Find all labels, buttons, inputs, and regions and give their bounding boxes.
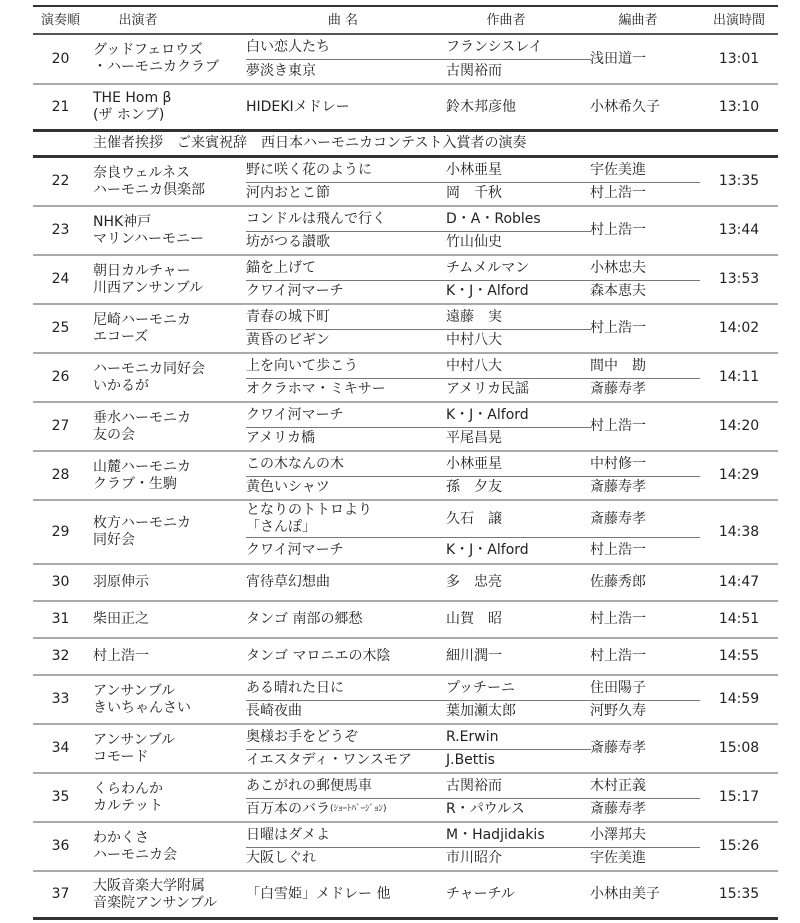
performer-line: 村上浩一 xyxy=(93,648,149,664)
arranger-name: 宇佐美進 xyxy=(590,161,646,178)
composer-name: J.Bettis xyxy=(446,752,495,768)
arranger-name: 斎藤寿孝 xyxy=(590,740,646,756)
song-title xyxy=(246,354,440,378)
composer-name: 市川昭介 xyxy=(446,850,502,866)
header-performer: 出演者 xyxy=(118,12,158,28)
song-title-text: タンゴ 南部の郷愁 xyxy=(246,611,363,627)
song-title xyxy=(246,35,440,59)
performer-line: アンサンブル xyxy=(93,731,176,748)
song-title xyxy=(246,59,440,83)
performer-line: ・ハーモニカクラブ xyxy=(93,59,219,75)
arranger-name: 村上浩一 xyxy=(590,222,646,238)
composer-name: R.Erwin xyxy=(446,728,499,745)
song-title-text: イエスタディ・ワンスモア xyxy=(246,752,412,768)
performer-line: THE Hom β xyxy=(93,90,172,106)
performer-line: グッドフェロウズ xyxy=(93,42,203,58)
arranger-name: 木村正義 xyxy=(590,777,646,794)
performer-line: くらわんか xyxy=(93,780,163,797)
composer-name: R・パウルス xyxy=(446,801,525,817)
table-row xyxy=(33,823,778,872)
performer-line: 柴田正之 xyxy=(93,611,149,627)
performer-line: 朝日カルチャー xyxy=(93,262,191,279)
performer-line: 羽原伸示 xyxy=(93,574,149,590)
arranger-name: 住田陽子 xyxy=(590,679,646,696)
ceremony-text: 主催者挨拶 ご来賓祝辞 西日本ハーモニカコンテスト入賞者の演奏 xyxy=(93,135,527,151)
song-title xyxy=(246,231,440,254)
song-title-text: オクラホマ・ミキサー xyxy=(246,381,386,397)
performer-line: 川西アンサンブル xyxy=(93,279,204,296)
song-title xyxy=(246,280,440,303)
order-number: 34 xyxy=(51,740,70,756)
performer-name xyxy=(93,676,243,723)
order-number: 27 xyxy=(51,418,70,434)
song-title-text: 坊がつる讃歌 xyxy=(246,234,330,250)
composer-name: K・J・Alford xyxy=(446,283,529,299)
song-title xyxy=(246,207,440,231)
song-title-text: 青春の城下町 xyxy=(246,308,330,325)
arranger-name: 河野久寿 xyxy=(590,703,646,719)
song-title xyxy=(246,565,440,600)
order-number: 22 xyxy=(51,173,70,189)
arranger-name: 小澤邦夫 xyxy=(590,826,646,843)
song-title xyxy=(246,427,440,450)
song-title-text: クワイ河マーチ xyxy=(246,541,344,558)
order-number: 29 xyxy=(51,523,70,540)
song-title-text: コンドルは飛んで行く xyxy=(246,210,386,227)
song-title xyxy=(246,329,440,352)
order-number: 25 xyxy=(51,320,70,336)
song-title-text: 白い恋人たち xyxy=(246,38,330,55)
composer-name: 平尾昌晃 xyxy=(446,430,502,446)
header-time: 出演時間 xyxy=(712,12,765,28)
table-row xyxy=(33,872,778,920)
composer-name: K・J・Alford xyxy=(446,541,529,558)
order-number: 31 xyxy=(51,611,70,627)
performer-line: 枚方ハーモニカ xyxy=(93,515,191,531)
performer-line: 垂水ハーモニカ xyxy=(93,409,191,426)
performer-line: ハーモニカ倶楽部 xyxy=(93,181,205,198)
header-order: 演奏順 xyxy=(40,12,80,28)
order-number: 23 xyxy=(51,222,70,238)
program-table xyxy=(33,5,778,920)
performance-time: 14:11 xyxy=(718,369,760,385)
song-title xyxy=(246,823,440,847)
arranger-name: 斎藤寿孝 xyxy=(590,479,646,495)
table-row xyxy=(33,639,778,676)
performer-name xyxy=(93,85,243,129)
arranger-name: 村上浩一 xyxy=(590,611,646,627)
order-number: 30 xyxy=(51,574,70,590)
arranger-name: 佐藤秀郎 xyxy=(590,574,646,590)
composer-name: 竹山仙史 xyxy=(446,234,502,250)
performer-name xyxy=(93,452,243,499)
performer-name xyxy=(93,872,243,917)
song-title xyxy=(246,700,440,723)
performance-time: 15:08 xyxy=(718,740,760,756)
song-title-text: 夢淡き東京 xyxy=(246,62,316,79)
composer-name: 孫 夕友 xyxy=(446,479,502,495)
song-title-text: 宵待草幻想曲 xyxy=(246,574,330,590)
song-title xyxy=(246,872,440,917)
composer-name: 古関裕而 xyxy=(446,62,502,79)
song-title xyxy=(246,537,440,563)
performer-name xyxy=(93,403,243,450)
performer-line: きいちゃんさい xyxy=(93,699,191,716)
composer-name: チムメルマン xyxy=(446,259,530,276)
arranger-name: 村上浩一 xyxy=(590,320,646,336)
performer-line: 音楽院アンサンブル xyxy=(93,894,218,911)
performer-name xyxy=(93,158,243,205)
composer-name: 葉加瀬太郎 xyxy=(446,703,516,719)
composer-name: D・A・Robles xyxy=(446,210,541,227)
header-composer: 作曲者 xyxy=(486,12,526,28)
performance-time: 14:02 xyxy=(718,320,760,336)
table-row xyxy=(33,403,778,452)
order-number: 35 xyxy=(51,789,70,805)
arranger-name: 村上浩一 xyxy=(590,418,646,434)
song-title-text: 大阪しぐれ xyxy=(246,850,316,866)
performer-line: 大阪音楽大学附属 xyxy=(93,877,205,894)
composer-name: M・Hadjidakis xyxy=(446,826,545,843)
performer-name xyxy=(93,354,243,401)
performance-time: 14:29 xyxy=(718,467,760,483)
song-title-text: アメリカ橋 xyxy=(246,430,316,446)
song-title-text: タンゴ マロニエの木陰 xyxy=(246,648,391,664)
song-title-text: 河内おとこ節 xyxy=(246,185,330,201)
table-row xyxy=(33,158,778,207)
arranger-name: 浅田道一 xyxy=(590,50,646,67)
order-number: 36 xyxy=(51,838,70,854)
arranger-name: 間中 勘 xyxy=(590,357,646,374)
table-row xyxy=(33,452,778,501)
song-title-text: 長崎夜曲 xyxy=(246,703,302,719)
table-row xyxy=(33,305,778,354)
performer-name xyxy=(93,565,243,600)
performer-name xyxy=(93,256,243,303)
performance-time: 15:17 xyxy=(718,789,760,805)
composer-name: 山賀 昭 xyxy=(446,611,502,627)
order-number: 24 xyxy=(51,271,70,287)
performance-time: 14:59 xyxy=(718,691,760,707)
performer-name xyxy=(93,305,243,352)
table-row xyxy=(33,602,778,639)
performance-time: 14:20 xyxy=(718,418,760,434)
table-row xyxy=(33,501,778,565)
song-title xyxy=(246,774,440,798)
performer-line: NHK神戸 xyxy=(93,213,152,230)
order-number: 37 xyxy=(51,886,70,902)
arranger-name: 森本恵夫 xyxy=(590,283,646,299)
song-title-text: あこがれの郵便馬車 xyxy=(246,777,372,794)
performance-time: 15:26 xyxy=(718,838,760,854)
composer-name: 多 忠亮 xyxy=(446,574,502,590)
table-row xyxy=(33,354,778,403)
arranger-name: 斎藤寿孝 xyxy=(590,801,646,817)
performer-line: いかるが xyxy=(93,377,149,394)
song-title-text: 百万本のバラ xyxy=(246,801,330,817)
performer-name xyxy=(93,823,243,870)
song-title-text: 日曜はダメよ xyxy=(246,826,330,843)
performer-line: 尼崎ハーモニカ xyxy=(93,311,191,328)
song-title xyxy=(246,639,440,674)
arranger-name: 小林希久子 xyxy=(590,98,660,115)
composer-name: K・J・Alford xyxy=(446,406,529,423)
performance-time: 14:38 xyxy=(718,523,760,540)
performance-time: 13:53 xyxy=(718,271,760,287)
song-title xyxy=(246,847,440,870)
arranger-name: 中村修一 xyxy=(590,455,646,472)
performer-line: 友の会 xyxy=(93,426,135,443)
song-title xyxy=(246,725,440,749)
song-title xyxy=(246,403,440,427)
performer-name xyxy=(93,725,243,772)
order-number: 26 xyxy=(51,369,70,385)
performer-name xyxy=(93,35,243,83)
table-row xyxy=(33,676,778,725)
song-title xyxy=(246,476,440,499)
performance-time: 13:44 xyxy=(718,222,760,238)
song-title xyxy=(246,602,440,637)
order-number: 32 xyxy=(51,648,70,664)
composer-name: アメリカ民謡 xyxy=(446,381,530,397)
performance-time: 13:35 xyxy=(718,173,760,189)
table-header xyxy=(33,7,778,35)
arranger-name: 斎藤寿孝 xyxy=(590,510,646,527)
table-row xyxy=(33,35,778,85)
arranger-name: 小林由美子 xyxy=(590,886,660,902)
arranger-name: 村上浩一 xyxy=(590,648,646,664)
arranger-name: 小林忠夫 xyxy=(590,259,646,276)
performer-name xyxy=(93,602,243,637)
song-title xyxy=(246,749,440,772)
table-row xyxy=(33,565,778,602)
table-row xyxy=(33,725,778,774)
composer-name: フランシスレイ xyxy=(446,38,543,55)
performer-line: 奈良ウェルネス xyxy=(93,164,191,181)
song-title-text: クワイ河マーチ xyxy=(246,406,344,423)
performer-line: (ザ ホンブ) xyxy=(93,107,165,123)
song-title-text: 野に咲く花のように xyxy=(246,161,372,178)
song-title-text: 錨を上げて xyxy=(246,259,316,276)
composer-name: 細川潤一 xyxy=(446,648,502,664)
arranger-name: 斎藤寿孝 xyxy=(590,381,646,397)
song-title xyxy=(246,256,440,280)
song-title xyxy=(246,305,440,329)
song-title: となりのトトロより 「さんぽ」 xyxy=(246,502,372,535)
performer-line: ハーモニカ同好会 xyxy=(93,360,205,377)
song-title-text: 「白雪姫」メドレー 他 xyxy=(246,886,391,902)
table-row xyxy=(33,85,778,129)
composer-name: 岡 千秋 xyxy=(446,185,502,201)
performer-line: エコーズ xyxy=(93,328,149,345)
table-row xyxy=(33,256,778,305)
performer-name xyxy=(93,639,243,674)
composer-name: プッチーニ xyxy=(446,679,516,696)
order-number: 21 xyxy=(51,98,70,115)
performance-time: 14:51 xyxy=(718,611,760,627)
performance-time: 13:01 xyxy=(718,50,760,67)
song-title xyxy=(246,85,440,129)
table-row xyxy=(33,774,778,823)
composer-name: 鈴木邦彦他 xyxy=(446,98,516,115)
song-title-text: 黄昏のビギン xyxy=(246,332,330,348)
song-title-text: この木なんの木 xyxy=(246,455,344,472)
arranger-name: 村上浩一 xyxy=(590,185,646,201)
composer-name: 中村八大 xyxy=(446,357,502,374)
performer-line: マリンハーモニー xyxy=(93,230,205,247)
performance-time: 14:55 xyxy=(718,648,760,664)
performer-line: コモード xyxy=(93,748,149,765)
performer-line: わかくさ xyxy=(93,829,149,846)
performer-name xyxy=(93,501,243,563)
song-title-text: 奥様お手をどうぞ xyxy=(246,728,358,745)
composer-name: チャーチル xyxy=(446,886,515,902)
composer-name: 中村八大 xyxy=(446,332,502,348)
order-number: 33 xyxy=(51,691,70,707)
ceremony-row xyxy=(33,129,778,158)
performer-line: 同好会 xyxy=(93,532,135,548)
performance-time: 15:35 xyxy=(718,886,760,902)
header-song: 曲 名 xyxy=(327,12,359,28)
composer-name: 小林亜星 xyxy=(446,455,502,472)
composer-name: 古関裕而 xyxy=(446,777,502,794)
song-title xyxy=(246,158,440,182)
song-title xyxy=(246,798,440,821)
song-title xyxy=(246,676,440,700)
song-title-text: ある晴れた日に xyxy=(246,679,344,696)
song-title xyxy=(246,182,440,205)
song-title-text: 黄色いシャツ xyxy=(246,479,330,495)
performer-name xyxy=(93,774,243,821)
song-title xyxy=(246,452,440,476)
order-number: 28 xyxy=(51,467,70,483)
performer-name xyxy=(93,207,243,254)
order-number: 20 xyxy=(51,50,70,67)
song-title-note: (ｼｮｰﾄﾊﾞｰｼﾞｮﾝ) xyxy=(330,804,387,814)
performer-line: クラブ・生駒 xyxy=(93,475,177,492)
song-title-text: 上を向いて歩こう xyxy=(246,357,358,374)
performance-time: 13:10 xyxy=(718,98,760,115)
performance-time: 14:47 xyxy=(718,574,760,590)
composer-name: 遠藤 実 xyxy=(446,308,502,325)
composer-name: 小林亜星 xyxy=(446,161,502,178)
arranger-name: 宇佐美進 xyxy=(590,850,646,866)
song-title xyxy=(246,378,440,401)
header-arranger: 編曲者 xyxy=(618,12,658,28)
performer-line: カルテット xyxy=(93,797,163,814)
performer-line: アンサンブル xyxy=(93,682,176,699)
arranger-name: 村上浩一 xyxy=(590,541,646,558)
performer-line: ハーモニカ会 xyxy=(93,846,177,863)
table-row xyxy=(33,207,778,256)
composer-name: 久石 譲 xyxy=(446,510,502,527)
song-title-text: HIDEKIメドレー xyxy=(246,98,350,115)
performer-line: 山麓ハーモニカ xyxy=(93,458,191,475)
song-title-text: クワイ河マーチ xyxy=(246,283,344,299)
